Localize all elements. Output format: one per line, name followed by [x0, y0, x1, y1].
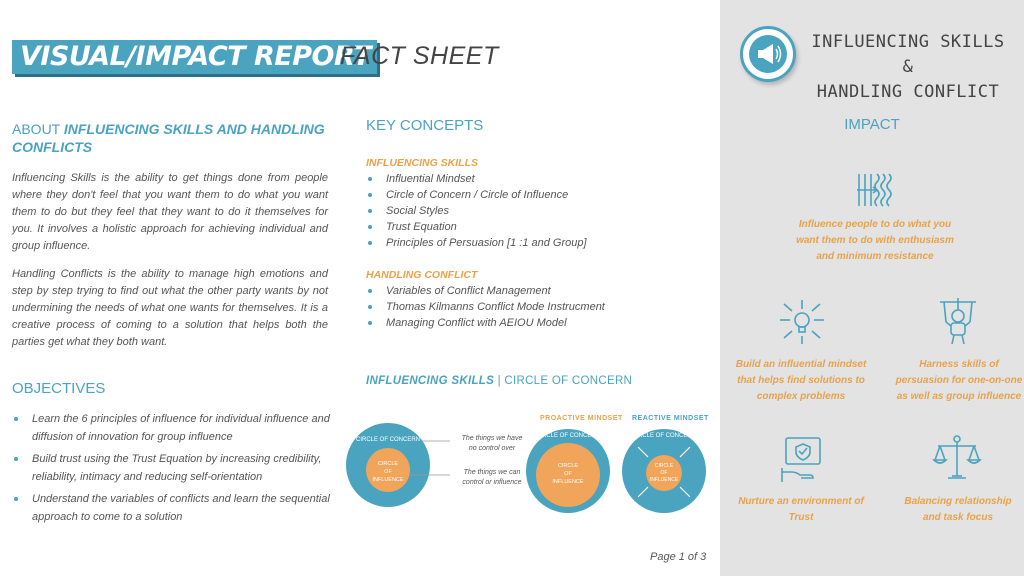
concept-item: Principles of Persuasion [1 :1 and Group] [366, 235, 706, 251]
objectives-heading: OBJECTIVES [12, 380, 106, 397]
sidebar-title-line2: HANDLING CONFLICT [816, 82, 1000, 102]
influence-label-1: CIRCLE [377, 461, 399, 467]
concept-item: Social Styles [366, 203, 706, 219]
about-paragraph-conflicts: Handling Conflicts is the ability to manage high emotions and step by step trying to find out what the other party wants by not undermining the needs of what one wants for themselves. It is a creative process of coming to a solution that helps both the parties get what they both want. [12, 268, 328, 348]
reactive-mindset-label: REACTIVE MINDSET [632, 415, 709, 422]
impact-item-persuasion: Harness skills of persuasion for one-on-one as well as group influence [895, 359, 1023, 402]
note-top-line1: The things we have [461, 435, 523, 442]
influence-waves-icon [855, 170, 895, 210]
note-no-control [447, 434, 537, 454]
influence-label-2: OF [384, 469, 392, 475]
influence-label-3: INFLUENCE [372, 477, 404, 483]
handling-conflict-list [366, 283, 706, 331]
sidebar-title-line1: INFLUENCING SKILLS & [811, 32, 1005, 77]
lightbulb-arrows-icon [778, 298, 826, 346]
concept-item: Trust Equation [366, 219, 706, 235]
circle-heading-separator: | [497, 375, 501, 387]
report-title-box [12, 40, 377, 74]
proactive-concern-label: CIRCLE OF CONCERN [535, 433, 601, 439]
proactive-influence-2: OF [564, 471, 572, 477]
concept-item: Thomas Kilmanns Conflict Mode Instrucment [366, 299, 706, 315]
key-concepts-heading: KEY CONCEPTS [366, 117, 484, 134]
handling-conflict-subheading: HANDLING CONFLICT [366, 269, 478, 281]
impact-item-trust: Nurture an environment of Trust [738, 496, 864, 523]
note-bottom-line2: control or influence [462, 479, 522, 486]
note-bottom-line1: The things we can [463, 469, 521, 476]
objective-item: Learn the 6 principles of influence for individual influence and diffusion of innovation for group influence [12, 410, 334, 446]
balance-scale-icon [932, 434, 982, 484]
concern-label: CIRCLE OF CONCERN [355, 437, 421, 443]
note-top-line2: no control over [468, 445, 516, 452]
reactive-influence-2: OF [660, 470, 668, 476]
logo-badge [740, 26, 796, 82]
sidebar-title [808, 30, 1008, 105]
fact-sheet-label: FACT SHEET [340, 42, 499, 70]
concept-item: Managing Conflict with AEIOU Model [366, 315, 706, 331]
report-title: VISUAL/IMPACT REPORT [20, 41, 371, 72]
megaphone-icon [749, 35, 787, 73]
concept-item: Variables of Conflict Management [366, 283, 706, 299]
impact-heading: IMPACT [844, 116, 900, 133]
concept-item: Influential Mindset [366, 171, 706, 187]
page-number: Page 1 of 3 [650, 551, 707, 563]
puppet-icon [936, 296, 980, 346]
about-heading-bold: INFLUENCING SKILLS AND HANDLING CONFLICTS [12, 121, 325, 155]
objective-item: Understand the variables of conflicts and learn the sequential approach to come to a solution [12, 490, 334, 526]
influencing-skills-subheading: INFLUENCING SKILLS [366, 157, 478, 169]
about-heading [12, 120, 342, 156]
circle-section-heading [366, 375, 632, 387]
about-heading-prefix: ABOUT [12, 121, 60, 137]
concept-item: Circle of Concern / Circle of Influence [366, 187, 706, 203]
objective-item: Build trust using the Trust Equation by increasing credibility, reliability, intimacy and reducing self-orientation [12, 450, 334, 486]
trust-hand-icon [780, 434, 826, 484]
impact-item-influence: Influence people to do what you want them to do with enthusiasm and minimum resistance [796, 219, 954, 262]
proactive-influence-1: CIRCLE [557, 463, 579, 469]
proactive-influence-3: INFLUENCE [552, 479, 584, 485]
objectives-list [12, 410, 334, 530]
circle-heading-bold: INFLUENCING SKILLS [366, 375, 495, 387]
impact-item-mindset: Build an influential mindset that helps find solutions to complex problems [735, 359, 867, 402]
reactive-influence-3: INFLUENCE [649, 477, 679, 483]
influencing-skills-list [366, 171, 706, 251]
circle-heading-rest: CIRCLE OF CONCERN [504, 375, 633, 387]
proactive-mindset-label: PROACTIVE MINDSET [540, 415, 623, 422]
circle-of-concern-diagram [340, 405, 720, 525]
reactive-influence-1: CIRCLE [654, 463, 674, 469]
impact-item-balance: Balancing relationship and task focus [904, 496, 1012, 523]
reactive-concern-label: CIRCLE OF CONCERN [631, 433, 697, 439]
about-paragraph-influencing: Influencing Skills is the ability to get things done from people where they don't feel that you want them to do what you want them to do but they feel that they want to do it themselves for you. It involves a holistic approach for achieving individual and group influence. [12, 172, 328, 252]
note-can-control [447, 468, 537, 488]
